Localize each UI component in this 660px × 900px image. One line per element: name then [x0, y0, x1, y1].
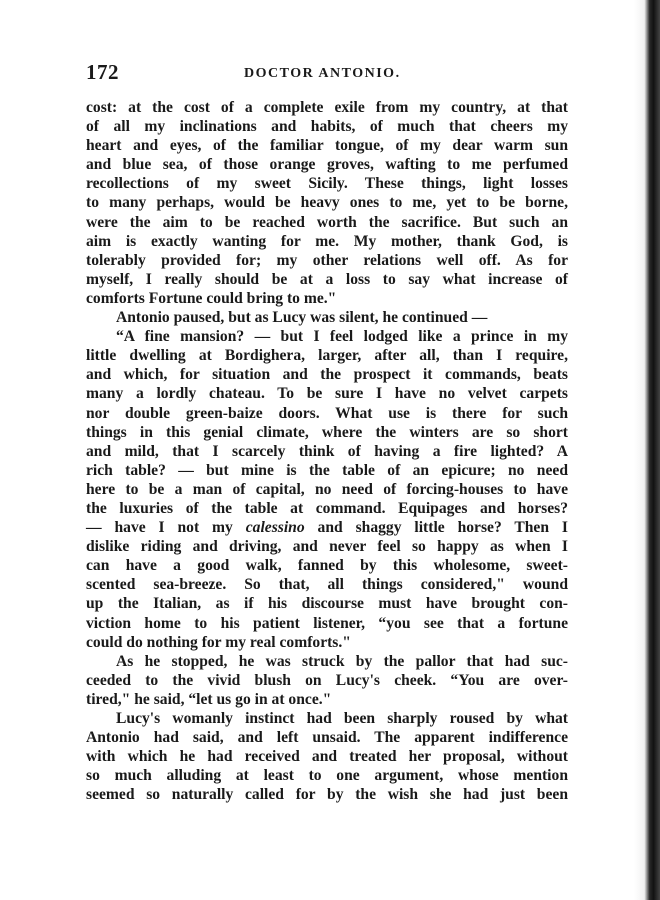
text-line: myself, I really should be at a loss to say what increase of	[86, 270, 568, 288]
page-edge-shadow	[634, 0, 660, 900]
text-line: with which he had received and treated her proposal, without	[86, 748, 568, 766]
text-line: rich table? — but mine is the table of an epicure; no need	[86, 461, 568, 479]
text-line: things in this genial climate, where the winters are so short	[86, 423, 568, 441]
text-line: could do nothing for my real comforts."	[86, 633, 351, 651]
text-line: As he stopped, he was struck by the pallor that had suc-	[116, 652, 568, 670]
text-fragment: and shaggy little horse? Then I	[304, 519, 568, 537]
text-line: scented sea-breeze. So that, all things considered," wound	[86, 576, 568, 594]
text-line: cost: at the cost of a complete exile from my country, at that	[86, 99, 568, 116]
text-line: seemed so naturally called for by the wish she had just been	[86, 786, 568, 804]
text-line: viction home to his patient listener, “you see that a fortune	[86, 614, 568, 632]
text-line: aim is exactly wanting for me. My mother, thank God, is	[86, 232, 568, 250]
text-line: Antonio had said, and left unsaid. The apparent indifference	[86, 729, 568, 747]
page-number: 172	[86, 60, 119, 84]
text-line: little dwelling at Bordighera, larger, after all, than I require,	[86, 347, 568, 365]
text-line: to many perhaps, would be heavy ones to me, yet to be borne,	[86, 194, 568, 212]
italic-word: calessino	[245, 519, 305, 537]
text-line: “A fine mansion? — but I feel lodged like a prince in my	[116, 328, 568, 346]
text-line: of all my inclinations and habits, of much that cheers my	[86, 118, 568, 136]
text-line: Lucy's womanly instinct had been sharply roused by what	[116, 710, 568, 727]
text-line: can have a good walk, fanned by this wholesome, sweet-	[86, 557, 568, 575]
text-line: and mild, that I scarcely think of having a fire lighted? A	[86, 442, 568, 460]
text-line: up the Italian, as if his discourse must have brought con-	[86, 595, 568, 613]
text-line: comforts Fortune could bring to me."	[86, 289, 337, 307]
body-text	[86, 98, 568, 804]
text-line: tolerably provided for; my other relations well off. As for	[86, 251, 568, 269]
text-line: here to be a man of capital, no need of forcing-houses to have	[86, 480, 568, 498]
text-line: were the aim to be reached worth the sacrifice. But such an	[86, 213, 568, 231]
text-line: Antonio paused, but as Lucy was silent, he continued —	[116, 309, 488, 327]
text-line: ceeded to the vivid blush on Lucy's cheek. “You are over-	[86, 671, 568, 689]
text-line: nor double green-baize doors. What use is there for such	[86, 404, 568, 422]
text-line: heart and eyes, of the familiar tongue, of my dear warm sun	[86, 137, 568, 155]
text-line: the luxuries of the table at command. Equipages and horses?	[86, 499, 568, 517]
text-line	[86, 518, 568, 537]
text-line: and blue sea, of those orange groves, wafting to me perfumed	[86, 156, 568, 174]
text-line: tired," he said, “let us go in at once."	[86, 690, 332, 708]
text-line: many a lordly chateau. To be sure I have no velvet carpets	[86, 385, 568, 403]
text-line: and which, for situation and the prospect it commands, beats	[86, 366, 568, 384]
text-line: dislike riding and driving, and never feel so happy as when I	[86, 538, 568, 556]
running-title: DOCTOR ANTONIO.	[244, 66, 401, 81]
text-line: so much alluding at least to one argument, whose mention	[86, 767, 568, 785]
text-fragment: — have I not my	[86, 519, 246, 537]
text-line: recollections of my sweet Sicily. These things, light losses	[86, 175, 568, 193]
